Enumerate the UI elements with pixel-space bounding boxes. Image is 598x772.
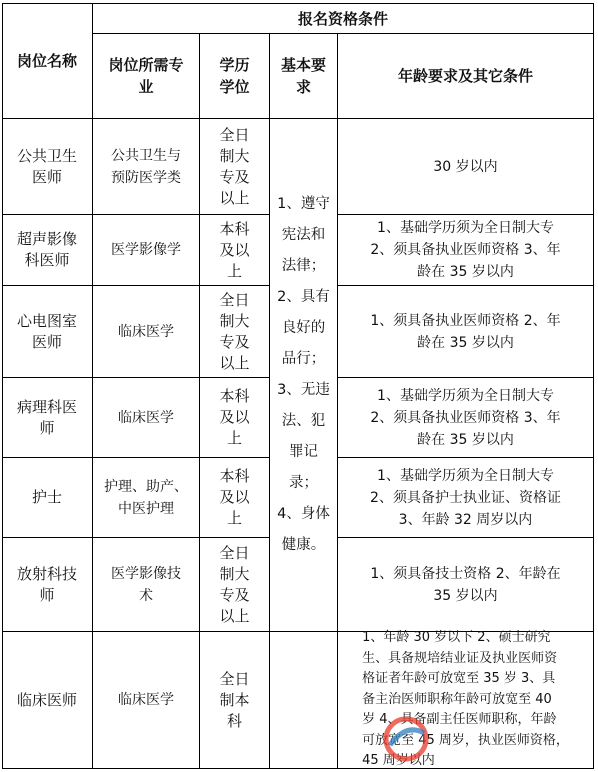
header-basic-requirements-text: 基本要 求 <box>280 56 326 96</box>
row-5-education <box>200 458 270 538</box>
row-6-other <box>338 538 594 632</box>
row-7-major-text: 临床医学 <box>118 692 174 708</box>
row-3-other <box>338 286 594 378</box>
row-6-major-text: 医学影像技 术 <box>111 565 181 604</box>
header-group-title-text: 报名资格条件 <box>297 9 388 28</box>
row-2-major <box>93 215 200 286</box>
row-2-major-text: 医学影像学 <box>111 242 181 258</box>
row-2-education <box>200 215 270 286</box>
row-6-education <box>200 538 270 632</box>
row-3-post <box>2 286 93 378</box>
row-7-other <box>338 632 594 769</box>
row-2-other <box>338 215 594 286</box>
row-4-education <box>200 378 270 458</box>
row-4-major <box>93 378 200 458</box>
basic-requirements-text: 1、遵守 宪法和 法律； 2、具有 良好的 品行； 3、无违 法、犯 罪记 录； 4、身体 健康。 <box>277 196 330 553</box>
row-1-education <box>200 119 270 215</box>
header-post-name <box>2 3 93 119</box>
header-group-title <box>93 3 594 34</box>
row-2-education-text: 本科 及以 上 <box>219 219 250 280</box>
row-5-post-text: 护士 <box>31 488 62 506</box>
row-4-other-text: 1、基础学历须为全日制大专 2、须具备执业医师资格 3、年 龄在 35 岁以内 <box>370 387 561 448</box>
row-3-major <box>93 286 200 378</box>
row-7-basic-blank <box>270 632 338 769</box>
row-1-post <box>2 119 93 215</box>
row-4-post <box>2 378 93 458</box>
row-2-other-text: 1、基础学历须为全日制大专 2、须具备执业医师资格 3、年 龄在 35 岁以内 <box>370 220 561 280</box>
row-5-major-text: 护理、助产、 中医护理 <box>104 478 188 517</box>
row-1-major <box>93 119 200 215</box>
header-major-text: 岗位所需专 业 <box>108 56 184 96</box>
header-major <box>93 34 200 119</box>
row-5-other-text: 1、基础学历须为全日制大专 2、须具备护士执业证、资格证 3、年龄 32 周岁以内 <box>370 467 561 528</box>
row-1-other-text: 30 岁以内 <box>433 158 498 175</box>
row-5-other <box>338 458 594 538</box>
row-4-post-text: 病理科医 师 <box>16 397 77 437</box>
row-4-major-text: 临床医学 <box>118 409 174 426</box>
row-1-major-text: 公共卫生与 预防医学类 <box>111 147 181 186</box>
row-4-education-text: 本科 及以 上 <box>219 387 250 447</box>
row-6-post <box>2 538 93 632</box>
row-2-post <box>2 215 93 286</box>
row-5-post <box>2 458 93 538</box>
row-3-major-text: 临床医学 <box>118 323 174 340</box>
header-education-text: 学历 学位 <box>219 56 250 96</box>
header-post-name-text: 岗位名称 <box>16 51 77 70</box>
row-7-major <box>93 632 200 769</box>
row-5-major <box>93 458 200 538</box>
row-3-education-text: 全日 制大 专及 以上 <box>219 290 250 372</box>
row-4-other <box>338 378 594 458</box>
header-education <box>200 34 270 119</box>
row-7-education <box>200 632 270 769</box>
row-1-education-text: 全日 制大 专及 以上 <box>219 125 250 207</box>
row-7-education-text: 全日 制本 科 <box>219 669 250 730</box>
row-1-post-text: 公共卫生 医师 <box>16 146 77 186</box>
row-5-education-text: 本科 及以 上 <box>219 467 250 527</box>
row-7-post-text: 临床医师 <box>16 690 77 709</box>
row-2-post-text: 超声影像 科医师 <box>16 230 77 269</box>
basic-requirements-cell <box>270 119 338 632</box>
row-6-other-text: 1、须具备技士资格 2、年龄在 35 岁以内 <box>370 565 561 604</box>
header-basic-requirements <box>270 34 338 119</box>
row-3-other-text: 1、须具备执业医师资格 2、年 龄在 35 岁以内 <box>370 312 561 351</box>
row-3-education <box>200 286 270 378</box>
header-age-other <box>338 34 594 119</box>
header-age-other-text: 年龄要求及其它条件 <box>397 67 533 85</box>
row-7-post <box>2 632 93 769</box>
row-6-education-text: 全日 制大 专及 以上 <box>219 543 250 625</box>
row-6-major <box>93 538 200 632</box>
row-3-post-text: 心电图室 医师 <box>16 311 77 351</box>
row-7-other-text: 1、年龄 30 岁以下 2、硕士研究 生、具备规培结业证及执业医师资 格证者年龄可放宽至 35 岁 3、具 备主治医师职称年龄可放宽至 40 岁 4、具备副主任医师职称，年龄 可放宽至 45 周岁，执业医师资格， 45 周岁以内 <box>362 630 569 769</box>
row-6-post-text: 放射科技 师 <box>16 564 77 604</box>
row-1-other <box>338 119 594 215</box>
qualification-table <box>2 3 594 769</box>
